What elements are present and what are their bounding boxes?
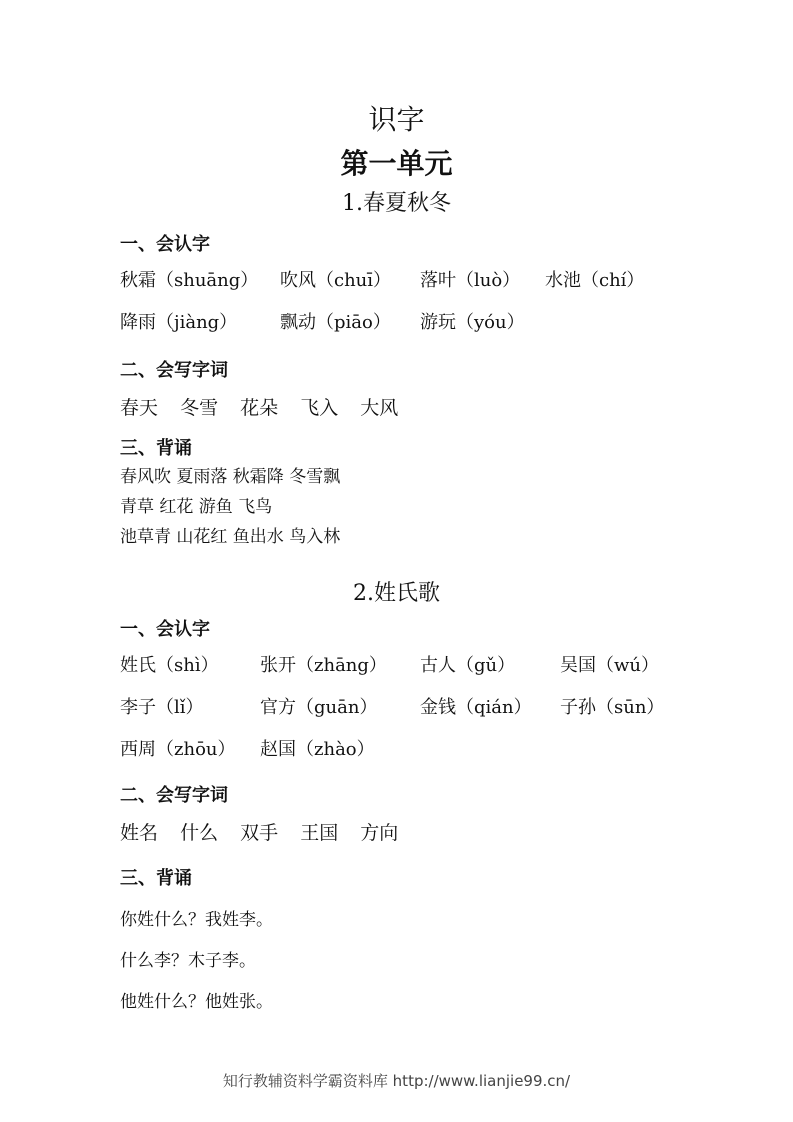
recite-line: 他姓什么？他姓张。 — [120, 992, 273, 1012]
vocab-item: 飘动（piāo） — [280, 312, 391, 333]
recite-line: 什么李？木子李。 — [120, 951, 256, 971]
write-words — [120, 818, 414, 845]
page-title: 识字 — [368, 103, 425, 136]
vocab-item: 金钱（qián） — [420, 697, 532, 718]
section-heading: 三、背诵 — [120, 868, 192, 889]
vocab-item: 赵国（zhào） — [260, 739, 375, 760]
write-word: 大风 — [360, 397, 399, 419]
write-word: 飞入 — [300, 397, 339, 419]
recite-line: 春风吹 夏雨落 秋霜降 冬雪飘 — [120, 467, 341, 487]
write-word: 花朵 — [240, 397, 279, 419]
section-heading: 一、会认字 — [120, 619, 210, 640]
section-heading: 三、背诵 — [120, 438, 192, 459]
write-word: 方向 — [360, 822, 399, 844]
write-word: 什么 — [180, 822, 219, 844]
vocab-item: 吹风（chuī） — [280, 270, 392, 291]
write-word: 双手 — [240, 822, 279, 844]
write-word: 姓名 — [120, 822, 159, 844]
footer-watermark: 知行教辅资料学霸资料库 http://www.lianjie99.cn/ — [222, 1072, 571, 1090]
unit-title: 第一单元 — [340, 147, 453, 180]
vocab-item: 水池（chí） — [545, 270, 645, 291]
vocab-item: 官方（guān） — [260, 697, 378, 718]
recite-line: 你姓什么？我姓李。 — [120, 910, 273, 930]
vocab-item: 李子（lǐ） — [120, 697, 204, 718]
write-words — [120, 393, 414, 420]
vocab-item: 姓氏（shì） — [120, 655, 219, 676]
section-heading: 一、会认字 — [120, 234, 210, 255]
lesson-title: 2.姓氏歌 — [353, 581, 440, 606]
section-heading: 二、会写字词 — [120, 360, 228, 381]
vocab-item: 秋霜（shuāng） — [120, 270, 259, 291]
recite-line: 池草青 山花红 鱼出水 鸟入林 — [120, 527, 341, 547]
vocab-item: 子孙（sūn） — [560, 697, 665, 718]
vocab-item: 吴国（wú） — [560, 655, 659, 676]
vocab-item: 降雨（jiàng） — [120, 312, 238, 333]
vocab-item: 西周（zhōu） — [120, 739, 236, 760]
section-heading: 二、会写字词 — [120, 785, 228, 806]
vocab-item: 游玩（yóu） — [420, 312, 525, 333]
lesson-title: 1.春夏秋冬 — [342, 191, 451, 216]
recite-line: 青草 红花 游鱼 飞鸟 — [120, 497, 273, 517]
vocab-item: 落叶（luò） — [420, 270, 521, 291]
write-word: 春天 — [120, 397, 159, 419]
vocab-item: 张开（zhāng） — [260, 655, 387, 676]
vocab-item: 古人（gǔ） — [420, 655, 516, 676]
write-word: 王国 — [300, 822, 339, 844]
write-word: 冬雪 — [180, 397, 219, 419]
